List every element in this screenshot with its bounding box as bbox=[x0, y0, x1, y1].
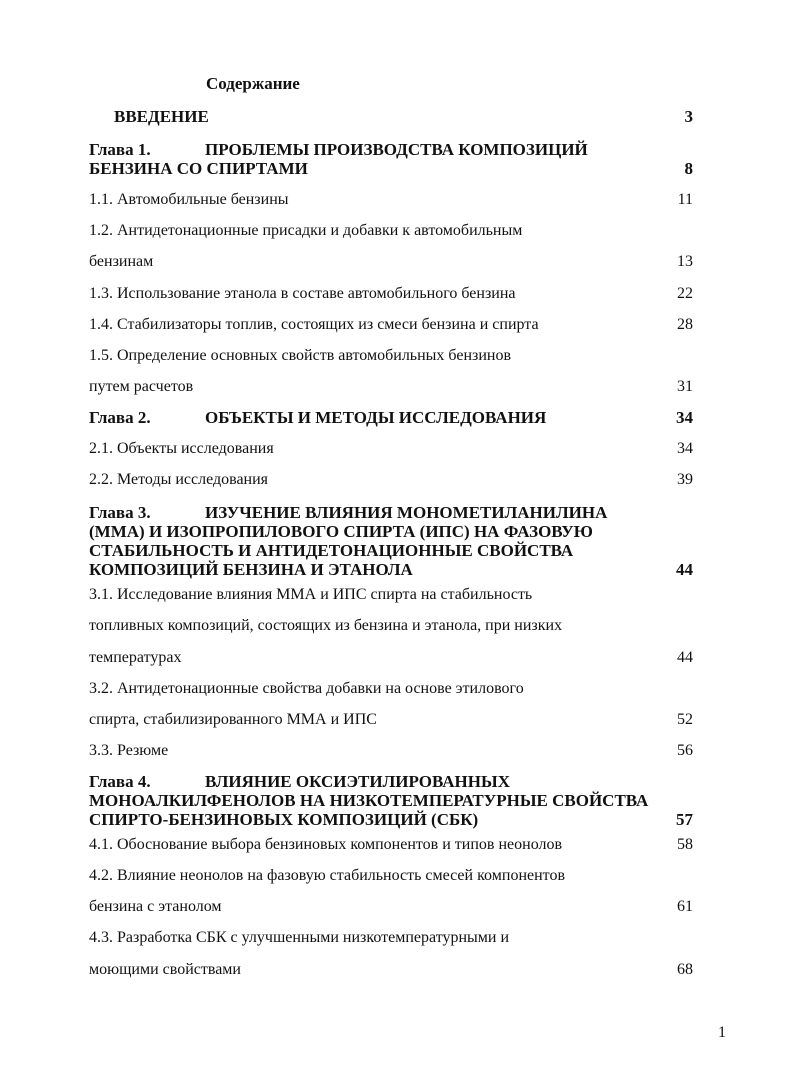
toc-entry bbox=[89, 648, 693, 667]
chapter-label: Глава 1. bbox=[89, 140, 151, 159]
toc-entry-text: 4.3. Разработка СБК с улучшенными низкотемпературными и bbox=[89, 929, 510, 946]
toc-entry bbox=[89, 897, 693, 916]
toc-entry-page: 34 bbox=[676, 408, 693, 427]
toc-entry bbox=[89, 377, 693, 396]
toc-entry-text: 1.4. Стабилизаторы топлив, состоящих из смеси бензина и спирта bbox=[89, 316, 539, 333]
toc-entry-page: 31 bbox=[677, 378, 693, 395]
toc-entry-text bbox=[89, 503, 649, 579]
toc-entry bbox=[89, 679, 693, 698]
toc-entry-page: 61 bbox=[677, 898, 693, 915]
toc-entry-text: 3.1. Исследование влияния ММА и ИПС спирта на стабильность bbox=[89, 586, 533, 603]
toc-entry-text: температурах bbox=[89, 649, 182, 666]
chapter-label: Глава 3. bbox=[89, 503, 151, 522]
toc-entry-page: 58 bbox=[677, 836, 693, 853]
toc-entry-page: 11 bbox=[677, 191, 693, 208]
toc-entry bbox=[89, 408, 693, 427]
toc-entry-page: 44 bbox=[676, 560, 693, 579]
toc-entry-text: путем расчетов bbox=[89, 378, 194, 395]
toc-entry-text: бензина с этанолом bbox=[89, 898, 222, 915]
toc-entry-page: 8 bbox=[684, 159, 693, 178]
toc-entry-text bbox=[89, 408, 649, 427]
toc-entry-text bbox=[89, 772, 649, 829]
toc-entry-page: 57 bbox=[676, 810, 693, 829]
toc-entry-page: 13 bbox=[677, 253, 693, 270]
toc-entry-page: 3 bbox=[684, 107, 693, 126]
toc-entry-text: моющими свойствами bbox=[89, 961, 241, 978]
toc-entry bbox=[89, 585, 693, 604]
chapter-title: ОБЪЕКТЫ И МЕТОДЫ ИССЛЕДОВАНИЯ bbox=[205, 408, 547, 427]
toc-entry-text: 2.2. Методы исследования bbox=[89, 471, 269, 488]
toc-entry-text: 4.2. Влияние неонолов на фазовую стабильность смесей компонентов bbox=[89, 867, 565, 884]
toc-entry-text: топливных композиций, состоящих из бензина и этанола, при низких bbox=[89, 617, 563, 634]
toc-entry-text: бензинам bbox=[89, 253, 154, 270]
toc-entry bbox=[89, 221, 693, 240]
chapter-title: ПРОБЛЕМЫ ПРОИЗВОДСТВА КОМПОЗИЦИЙ БЕНЗИНА СО СПИРТАМИ bbox=[89, 140, 588, 178]
toc-entry bbox=[89, 616, 693, 635]
toc-entry-text: 1.1. Автомобильные бензины bbox=[89, 191, 289, 208]
toc-entry bbox=[89, 710, 693, 729]
toc-entry bbox=[89, 315, 693, 334]
toc-entry-page: 22 bbox=[677, 285, 693, 302]
toc-entry-page: 56 bbox=[677, 742, 693, 759]
toc-entry-page: 44 bbox=[677, 649, 693, 666]
toc-entry bbox=[89, 960, 693, 979]
toc-entry bbox=[89, 503, 693, 579]
toc-entry bbox=[89, 190, 693, 209]
chapter-title: ВЛИЯНИЕ ОКСИЭТИЛИРОВАННЫХ МОНОАЛКИЛФЕНОЛОВ НА НИЗКОТЕМПЕРАТУРНЫЕ СВОЙСТВА СПИРТО-БЕНЗИНОВЫХ КОМПОЗИЦИЙ (СБК) bbox=[89, 772, 649, 829]
toc-entry-page: 39 bbox=[677, 471, 693, 488]
toc-entry-text: 3.2. Антидетонационные свойства добавки на основе этилового bbox=[89, 680, 524, 697]
toc-entry-page: 34 bbox=[677, 440, 693, 457]
toc-entry bbox=[89, 470, 693, 489]
page-number: 1 bbox=[718, 1024, 726, 1041]
chapter-title: ИЗУЧЕНИЕ ВЛИЯНИЯ МОНОМЕТИЛАНИЛИНА (ММА) И ИЗОПРОПИЛОВОГО СПИРТА (ИПС) НА ФАЗОВУЮ СТАБИЛЬНОСТЬ И АНТИДЕТОНАЦИОННЫЕ СВОЙСТВА КОМПОЗИЦИЙ БЕНЗИНА И ЭТАНОЛА bbox=[89, 503, 608, 579]
toc-entry-text: спирта, стабилизированного ММА и ИПС bbox=[89, 711, 377, 728]
toc-entry-text: 1.5. Определение основных свойств автомобильных бензинов bbox=[89, 347, 511, 364]
toc-entry-page: 68 bbox=[677, 961, 693, 978]
toc-entry-text: 1.3. Использование этанола в составе автомобильного бензина bbox=[89, 285, 516, 302]
toc-entry-text bbox=[89, 140, 649, 178]
toc-entry bbox=[89, 835, 693, 854]
toc-entry bbox=[89, 140, 693, 178]
toc-entry bbox=[114, 107, 693, 126]
chapter-label: Глава 4. bbox=[89, 772, 151, 791]
toc-entry bbox=[89, 866, 693, 885]
toc-entry-text: 4.1. Обоснование выбора бензиновых компонентов и типов неонолов bbox=[89, 836, 563, 853]
toc-entry bbox=[89, 439, 693, 458]
toc-entry-text: 1.2. Антидетонационные присадки и добавки к автомобильным bbox=[89, 222, 523, 239]
chapter-label: Глава 2. bbox=[89, 408, 151, 427]
toc-entry-text: 2.1. Объекты исследования bbox=[89, 440, 274, 457]
toc-entry bbox=[89, 284, 693, 303]
toc-entry bbox=[89, 928, 693, 947]
toc-entry bbox=[89, 252, 693, 271]
toc-entry-page: 28 bbox=[677, 316, 693, 333]
toc-entry-text: 3.3. Резюме bbox=[89, 742, 169, 759]
toc-entry-text: ВВЕДЕНИЕ bbox=[114, 107, 209, 126]
toc-entry bbox=[89, 741, 693, 760]
toc-entry bbox=[89, 346, 693, 365]
toc-title: Содержание bbox=[206, 74, 300, 93]
toc-entry bbox=[89, 772, 693, 829]
toc-entry-page: 52 bbox=[677, 711, 693, 728]
